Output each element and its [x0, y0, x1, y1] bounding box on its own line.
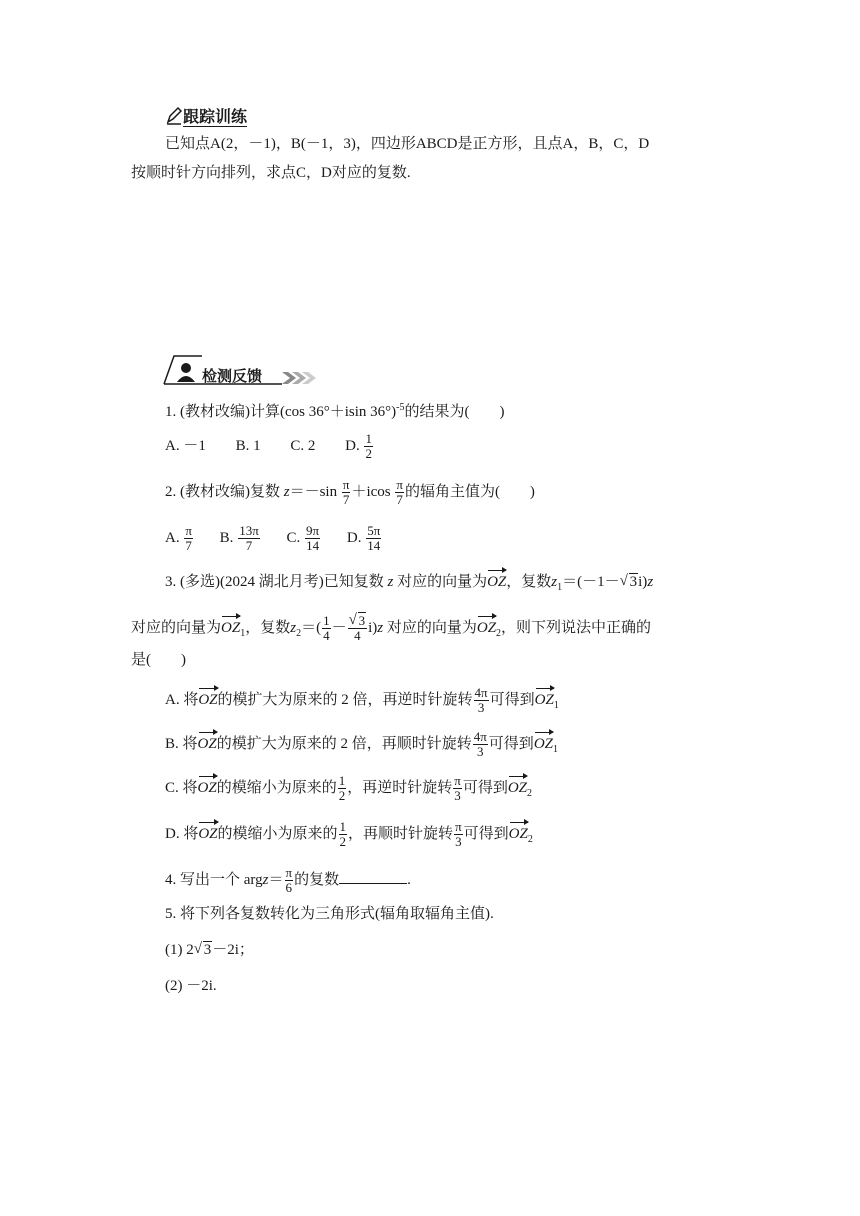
q3-option-b: B. 将OZ的模扩大为原来的 2 倍，再顺时针旋转 $\frac{4\pi}{3}$ 可得到$OZ_1$: [165, 729, 558, 759]
tracking-heading-text: 跟踪训练: [183, 107, 248, 126]
q3-stem-line3: 是( ): [131, 652, 186, 668]
q5-part1: (1) 2√ 3－2i；: [165, 940, 254, 960]
tracking-paragraph-line2: 按顺时针方向排列，求点C，D对应的复数.: [131, 165, 411, 181]
q1-option-a: A. －1: [165, 437, 206, 454]
q1-option-c: C. 2: [290, 437, 316, 454]
q5-part2: (2) －2i.: [165, 978, 217, 994]
q1-options: [165, 432, 374, 461]
q2-options: [165, 524, 382, 553]
feedback-banner: [162, 352, 322, 386]
q3-option-c: C. 将OZ的模缩小为原来的 $\frac{1}{2}$ ，再逆时针旋转 $\frac{\pi}{3}$ 可得到$OZ_2$: [165, 773, 533, 803]
tracking-heading: [165, 104, 247, 127]
q2-option-a: A. $\frac{\pi}{7}$: [165, 523, 192, 553]
q3-stem-line1: 3. (多选)(2024 湖北月考)已知复数 z 对应的向量为OZ，复数$z_1=(-1-√$ 3i)z: [165, 572, 653, 598]
q3-option-a: A. 将OZ的模扩大为原来的 2 倍，再逆时针旋转 $\frac{4\pi}{3}$ 可得到$OZ_1$: [165, 685, 559, 715]
q2-option-d: D. $\frac{5\pi}{14}$: [346, 523, 381, 553]
q4-answer-blank[interactable]: [339, 869, 407, 884]
q1-option-d: D.: [345, 437, 360, 454]
q1-stem: 1. (教材改编)计算(cos 36°＋isin 36°)$^{-5}$的结果为( ): [165, 402, 505, 420]
q3-option-d: D. 将OZ的模缩小为原来的 $\frac{1}{2}$ ，再顺时针旋转 $\frac{\pi}{3}$ 可得到$OZ_2$: [165, 819, 533, 849]
q4-stem: 4. 写出一个 argz＝ $\frac{\pi}{6}$ 的复数 .: [165, 865, 411, 895]
feedback-heading-text: 检测反馈: [202, 367, 263, 385]
q2-option-c: C. $\frac{9\pi}{14}$: [286, 523, 320, 553]
pencil-icon: [165, 105, 183, 125]
q2-stem: 2. (教材改编)复数 z＝－sin $\frac{\pi}{7}$ ＋icos $\frac{\pi}{7}$ 的辐角主值为( ): [165, 477, 535, 507]
q1-option-d-fraction: $\frac{1}{2}$: [365, 431, 372, 461]
q5-stem: 5. 将下列各复数转化为三角形式(辐角取辐角主值).: [165, 906, 494, 922]
q2-option-b: B. $\frac{13\pi}{7}$: [219, 523, 259, 553]
q3-stem-line2: 对应的向量为$OZ_1$，复数$z_2=$( $\frac{1}{4}$ － √ $\frac{3}{4}$ i)z 对应的向量为$OZ_2$，则下列说法中正确的: [131, 614, 651, 644]
tracking-paragraph-line1: 已知点A(2，－1)，B(－1，3)，四边形ABCD是正方形，且点A，B，C，D: [165, 136, 650, 152]
q1-option-b: B. 1: [235, 437, 261, 454]
